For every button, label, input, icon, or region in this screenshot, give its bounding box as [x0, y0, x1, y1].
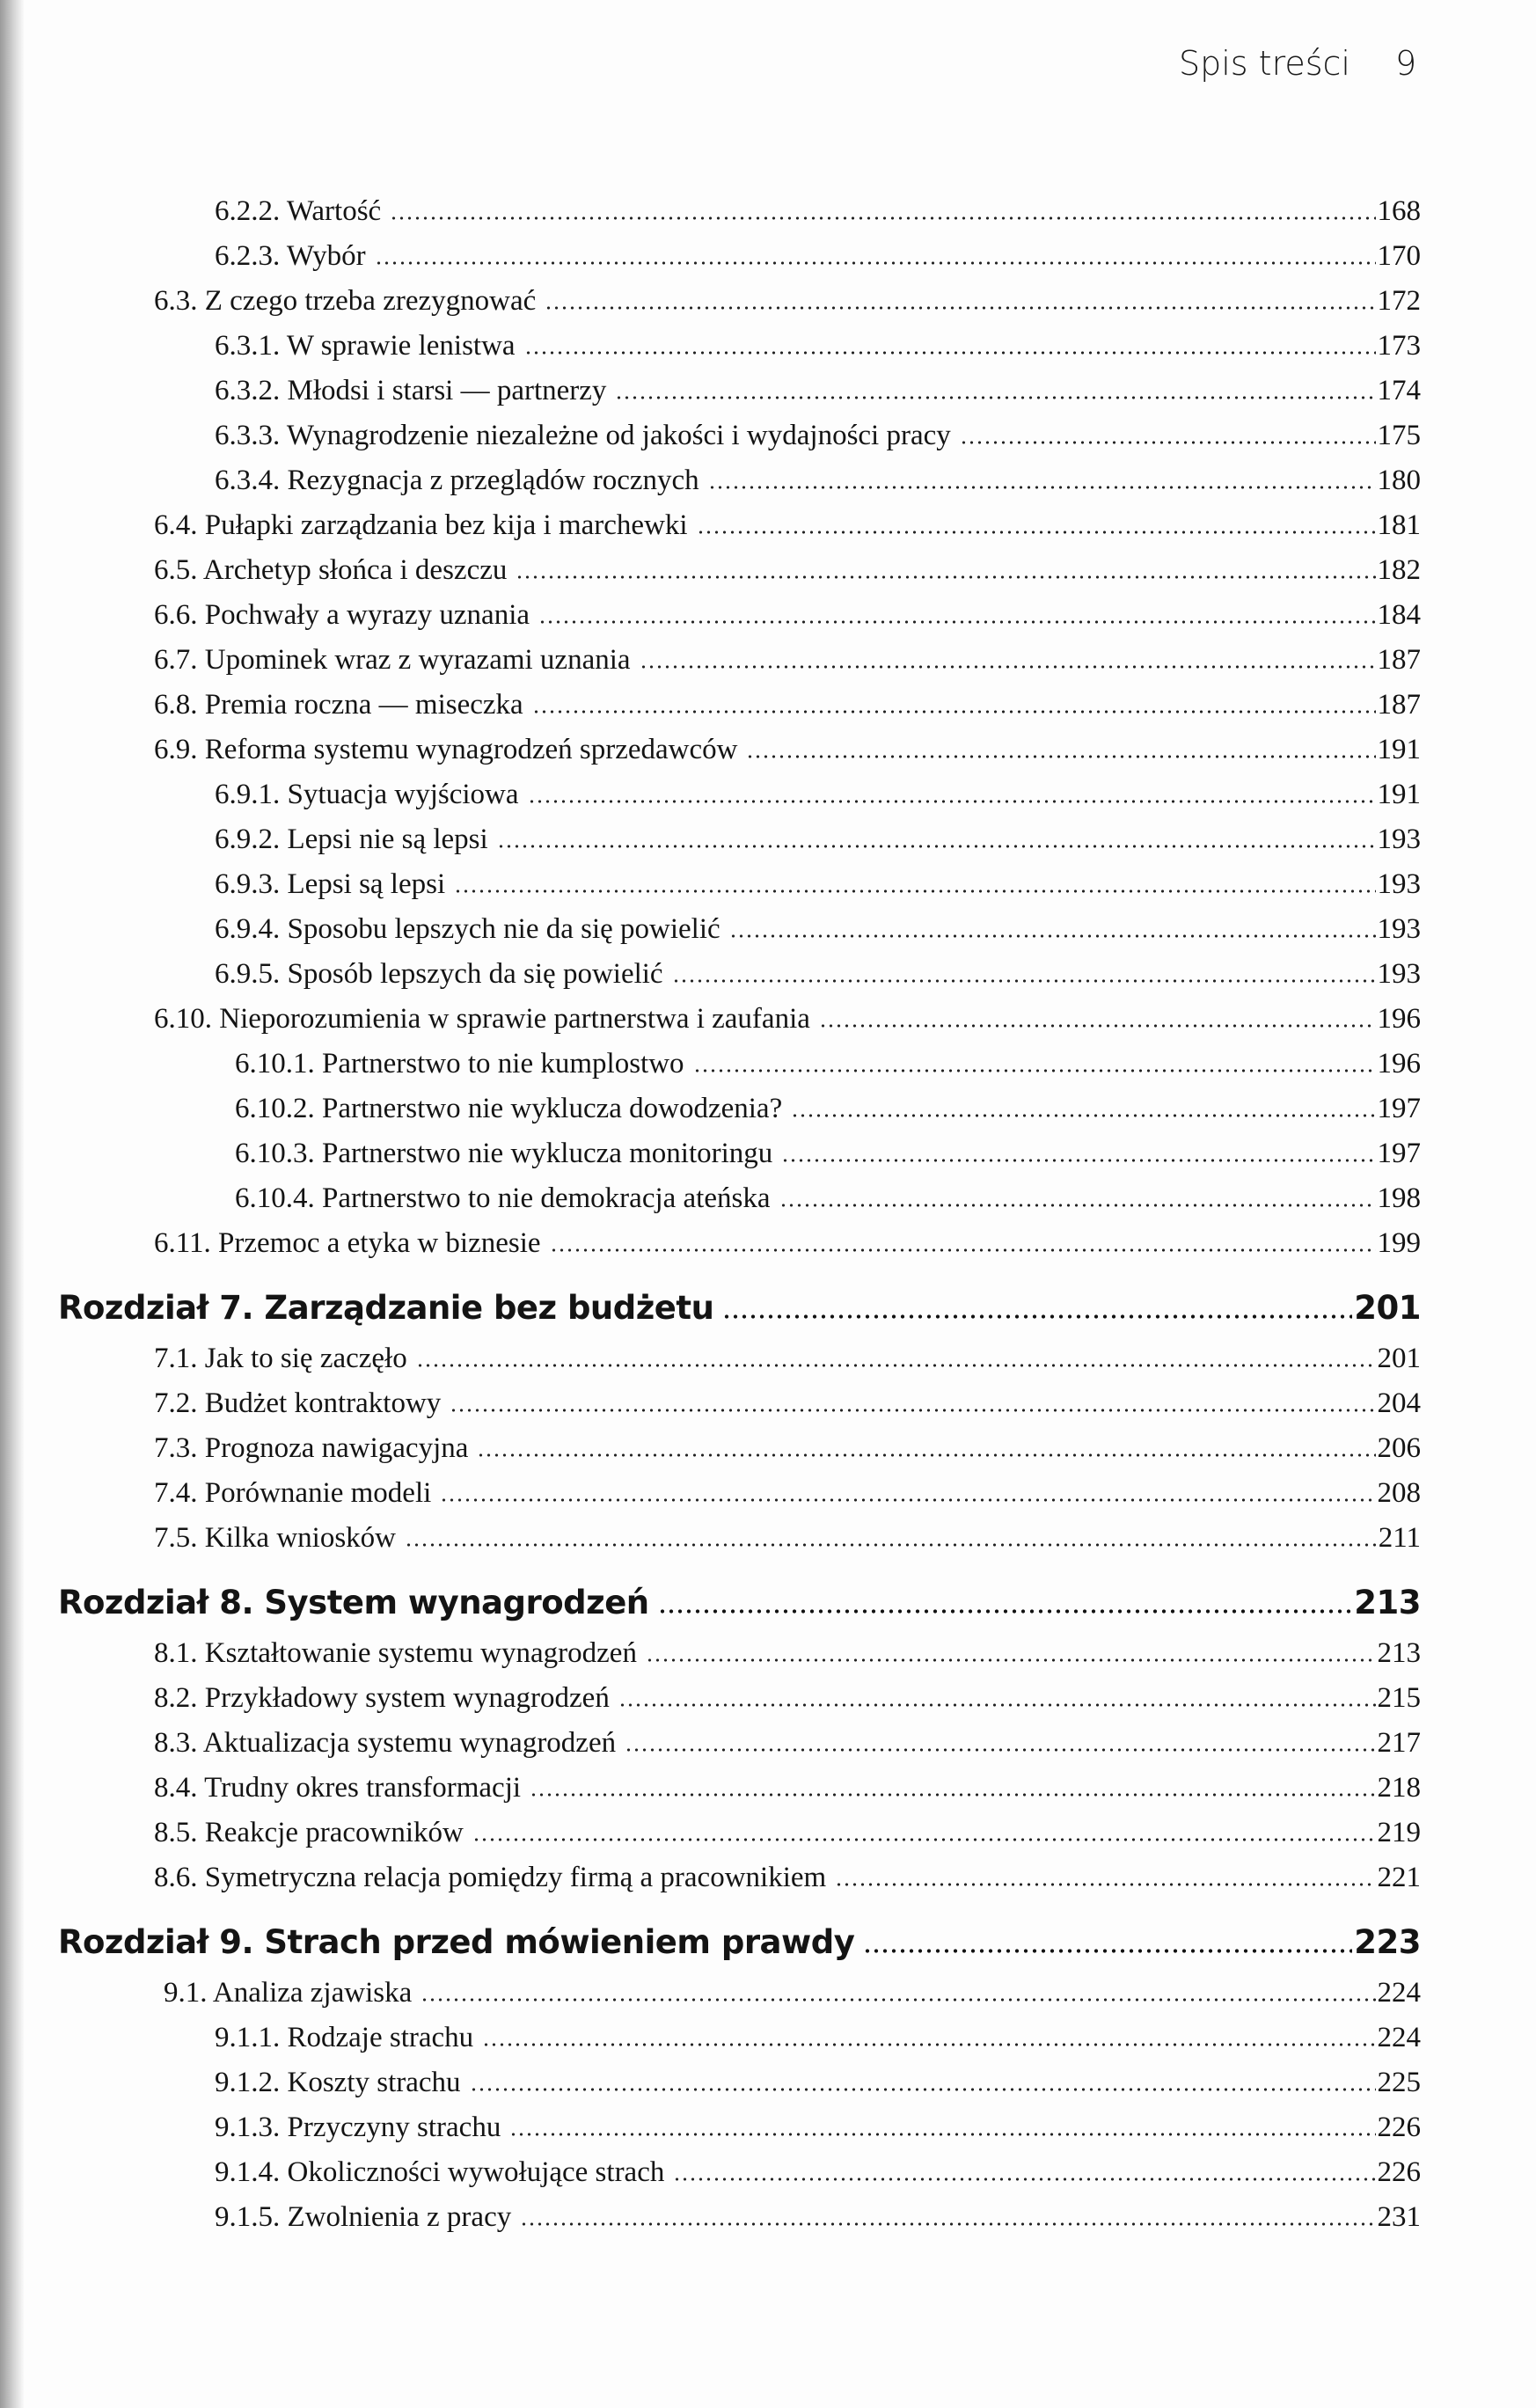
- toc-entry-title: 9.1.2. Koszty strachu: [215, 2067, 461, 2098]
- toc-entry-page: 187: [1377, 689, 1421, 721]
- toc-entry: [0, 952, 1536, 997]
- toc-entry-page: 180: [1377, 465, 1421, 496]
- toc-entry-title: 8.2. Przykładowy system wynagrodzeń: [154, 1682, 610, 1714]
- toc-entry: [0, 189, 1536, 234]
- toc-entry-page: 224: [1377, 1977, 1421, 2009]
- toc-entry-page: 173: [1377, 330, 1421, 362]
- toc-entry: [0, 1516, 1536, 1561]
- toc-entry-page: 193: [1377, 913, 1421, 945]
- toc-entry-title: 6.10.2. Partnerstwo nie wyklucza dowodzenia?: [235, 1093, 783, 1124]
- toc-entry: [0, 862, 1536, 907]
- toc-entry: [0, 907, 1536, 952]
- toc-entry-title: 6.3.4. Rezygnacja z przeglądów rocznych: [215, 465, 699, 496]
- toc-entry: [0, 772, 1536, 817]
- toc-entry: [0, 503, 1536, 548]
- toc-entry-page: 168: [1377, 195, 1421, 227]
- toc-entry-page: 226: [1377, 2156, 1421, 2188]
- toc-entry-page: 172: [1377, 285, 1421, 317]
- toc-entry-page: 201: [1354, 1289, 1421, 1327]
- dot-leader: [673, 2177, 1375, 2181]
- toc-entry-title: Rozdział 9. Strach przed mówieniem prawdy: [58, 1923, 855, 1961]
- toc-entry: [0, 1381, 1536, 1426]
- toc-entry-page: 174: [1377, 375, 1421, 406]
- dot-leader: [472, 1838, 1376, 1841]
- toc-entry: [0, 1811, 1536, 1855]
- dot-leader: [454, 889, 1375, 893]
- toc-entry: [0, 728, 1536, 772]
- toc-entry: [0, 414, 1536, 458]
- toc-entry-title: 6.3.3. Wynagrodzenie niezależne od jakości i wydajności pracy: [215, 420, 951, 451]
- toc-entry-title: 6.10.4. Partnerstwo to nie demokracja ateńska: [235, 1182, 771, 1214]
- toc-entry-title: 6.3.2. Młodsi i starsi — partnerzy: [215, 375, 607, 406]
- toc-entry-page: 225: [1377, 2067, 1421, 2098]
- toc-entry-title: 7.3. Prognoza nawigacyjna: [154, 1432, 469, 1464]
- toc-entry-title: 9.1.5. Zwolnienia z pracy: [215, 2201, 512, 2233]
- dot-leader: [791, 1114, 1375, 1117]
- toc-entry-title: 6.10. Nieporozumienia w sprawie partnerstwa i zaufania: [154, 1003, 810, 1035]
- toc-entry-page: 217: [1377, 1727, 1421, 1759]
- toc-entry-title: 7.5. Kilka wniosków: [154, 1522, 396, 1554]
- toc-chapter-entry: [0, 1580, 1536, 1625]
- dot-leader: [640, 665, 1376, 669]
- dot-leader: [835, 1883, 1375, 1886]
- toc-entry-page: 193: [1377, 823, 1421, 855]
- toc-entry: [0, 1721, 1536, 1766]
- dot-leader: [779, 1204, 1376, 1207]
- toc-entry-title: 6.6. Pochwały a wyrazy uznania: [154, 599, 530, 631]
- toc-entry-title: 6.9.3. Lepsi są lepsi: [215, 868, 446, 900]
- toc-entry-page: 196: [1377, 1003, 1421, 1035]
- toc-entry: [0, 548, 1536, 593]
- toc-entry-title: 6.10.1. Partnerstwo to nie kumplostwo: [235, 1048, 684, 1080]
- toc-entry-title: 6.9.5. Sposób lepszych da się powielić: [215, 958, 663, 990]
- dot-leader: [416, 1364, 1376, 1367]
- toc-entry-title: 6.5. Archetyp słońca i deszczu: [154, 554, 508, 586]
- toc-entry-title: 8.4. Trudny okres transformacji: [154, 1772, 522, 1804]
- toc-entry: [0, 1336, 1536, 1381]
- toc-entry-page: 193: [1377, 868, 1421, 900]
- toc-entry-title: 6.4. Pułapki zarządzania bez kija i marchewki: [154, 509, 688, 541]
- toc-entry: [0, 458, 1536, 503]
- dot-leader: [618, 1703, 1376, 1707]
- dot-leader: [497, 845, 1376, 848]
- running-header: [1179, 44, 1417, 83]
- toc-entry-title: 6.9.1. Sytuacja wyjściowa: [215, 779, 519, 810]
- toc-entry: [0, 2105, 1536, 2150]
- dot-leader: [405, 1543, 1377, 1547]
- dot-leader: [746, 755, 1375, 758]
- toc-entry-title: 6.9.4. Sposobu lepszych nie da się powielić: [215, 913, 720, 945]
- toc-entry: [0, 1176, 1536, 1221]
- toc-entry-page: 208: [1377, 1477, 1421, 1509]
- dot-leader: [477, 1453, 1375, 1457]
- toc-entry: [0, 279, 1536, 324]
- dot-leader: [538, 620, 1375, 624]
- dot-leader: [509, 2133, 1375, 2136]
- running-header-title: Spis treści: [1179, 44, 1350, 83]
- toc-entry-title: Rozdział 8. System wynagrodzeń: [58, 1584, 649, 1621]
- toc-entry: [0, 1855, 1536, 1900]
- toc-entry-title: 6.3. Z czego trzeba zrezygnować: [154, 285, 537, 317]
- toc-entry-title: Rozdział 7. Zarządzanie bez budżetu: [58, 1289, 714, 1327]
- toc-entry-page: 226: [1377, 2112, 1421, 2143]
- dot-leader: [729, 934, 1376, 938]
- toc-entry-title: 6.2.2. Wartość: [215, 195, 382, 227]
- toc-entry-page: 182: [1377, 554, 1421, 586]
- toc-entry-title: 6.2.3. Wybór: [215, 240, 366, 272]
- toc-entry-title: 7.2. Budżet kontraktowy: [154, 1387, 442, 1419]
- toc-entry: [0, 593, 1536, 638]
- dot-leader: [672, 979, 1376, 983]
- toc-entry-page: 221: [1377, 1862, 1421, 1893]
- dot-leader: [390, 216, 1375, 220]
- toc-entry-page: 224: [1377, 2022, 1421, 2053]
- toc-entry-page: 215: [1377, 1682, 1421, 1714]
- toc-entry: [0, 1131, 1536, 1176]
- toc-entry-title: 6.8. Premia roczna — miseczka: [154, 689, 523, 721]
- toc-entry: [0, 1631, 1536, 1676]
- toc-entry: [0, 1087, 1536, 1131]
- toc-entry-page: 199: [1377, 1227, 1421, 1259]
- toc-entry-title: 6.7. Upominek wraz z wyrazami uznania: [154, 644, 631, 676]
- dot-leader: [440, 1498, 1375, 1502]
- toc-entry: [0, 1471, 1536, 1516]
- toc-entry-page: 218: [1377, 1772, 1421, 1804]
- dot-leader: [646, 1658, 1376, 1662]
- toc-entry-title: 6.10.3. Partnerstwo nie wyklucza monitoringu: [235, 1138, 773, 1169]
- dot-leader: [625, 1748, 1375, 1752]
- toc-entry-page: 170: [1377, 240, 1421, 272]
- toc-entry: [0, 2150, 1536, 2195]
- dot-leader: [819, 1024, 1376, 1028]
- toc-entry-title: 9.1. Analiza zjawiska: [164, 1977, 413, 2009]
- dot-leader: [708, 486, 1376, 489]
- toc-entry-title: 6.9. Reforma systemu wynagrodzeń sprzedawców: [154, 734, 738, 765]
- toc-entry: [0, 997, 1536, 1042]
- toc-entry-page: 201: [1377, 1343, 1421, 1374]
- toc-entry-title: 6.11. Przemoc a etyka w biznesie: [154, 1227, 541, 1259]
- toc-entry-page: 223: [1354, 1923, 1421, 1961]
- dot-leader: [697, 531, 1376, 534]
- toc-entry-title: 9.1.4. Okoliczności wywołujące strach: [215, 2156, 665, 2188]
- toc-entry-title: 6.9.2. Lepsi nie są lepsi: [215, 823, 488, 855]
- toc-entry-title: 8.1. Kształtowanie systemu wynagrodzeń: [154, 1637, 637, 1669]
- dot-leader: [722, 1314, 1352, 1319]
- dot-leader: [545, 306, 1375, 310]
- toc-entry-page: 184: [1377, 599, 1421, 631]
- toc-chapter-entry: [0, 1920, 1536, 1965]
- toc-entry: [0, 1042, 1536, 1087]
- toc-entry-title: 8.6. Symetryczna relacja pomiędzy firmą a pracownikiem: [154, 1862, 827, 1893]
- toc-entry-page: 191: [1377, 734, 1421, 765]
- toc-entry: [0, 817, 1536, 862]
- toc-entry-title: 6.3.1. W sprawie lenistwa: [215, 330, 516, 362]
- toc-entry-page: 193: [1377, 958, 1421, 990]
- toc-entry-page: 187: [1377, 644, 1421, 676]
- dot-leader: [960, 441, 1376, 444]
- dot-leader: [482, 2043, 1375, 2046]
- dot-leader: [421, 1998, 1375, 2002]
- table-of-contents: [0, 189, 1536, 2240]
- toc-entry: [0, 324, 1536, 369]
- toc-entry-title: 8.5. Reakcje pracowników: [154, 1817, 464, 1848]
- dot-leader: [450, 1409, 1375, 1412]
- toc-entry: [0, 1971, 1536, 2016]
- dot-leader: [528, 800, 1376, 803]
- toc-chapter-entry: [0, 1285, 1536, 1330]
- toc-entry-page: 175: [1377, 420, 1421, 451]
- toc-entry: [0, 369, 1536, 414]
- toc-entry-page: 198: [1377, 1182, 1421, 1214]
- toc-entry: [0, 2195, 1536, 2240]
- dot-leader: [524, 351, 1376, 355]
- toc-entry-page: 181: [1377, 509, 1421, 541]
- toc-entry: [0, 1766, 1536, 1811]
- toc-entry-page: 191: [1377, 779, 1421, 810]
- toc-entry-page: 231: [1377, 2201, 1421, 2233]
- page-number: 9: [1395, 44, 1417, 83]
- toc-entry-title: 9.1.1. Rodzaje strachu: [215, 2022, 474, 2053]
- toc-entry-page: 213: [1377, 1637, 1421, 1669]
- toc-entry-title: 8.3. Aktualizacja systemu wynagrodzeń: [154, 1727, 617, 1759]
- toc-entry-title: 7.4. Porównanie modeli: [154, 1477, 432, 1509]
- dot-leader: [375, 261, 1376, 265]
- toc-entry: [0, 2016, 1536, 2060]
- dot-leader: [470, 2088, 1376, 2091]
- dot-leader: [658, 1609, 1353, 1614]
- toc-entry-page: 211: [1378, 1522, 1421, 1554]
- toc-entry-page: 197: [1377, 1093, 1421, 1124]
- toc-entry-page: 196: [1377, 1048, 1421, 1080]
- toc-entry-page: 197: [1377, 1138, 1421, 1169]
- dot-leader: [520, 2222, 1375, 2226]
- toc-entry: [0, 1426, 1536, 1471]
- toc-entry-page: 204: [1377, 1387, 1421, 1419]
- dot-leader: [781, 1159, 1375, 1162]
- dot-leader: [532, 710, 1376, 714]
- toc-entry: [0, 683, 1536, 728]
- dot-leader: [693, 1069, 1376, 1072]
- toc-entry-page: 213: [1354, 1584, 1421, 1621]
- dot-leader: [516, 575, 1375, 579]
- dot-leader: [863, 1949, 1352, 1953]
- dot-leader: [530, 1793, 1375, 1797]
- toc-entry: [0, 2060, 1536, 2105]
- toc-entry-page: 206: [1377, 1432, 1421, 1464]
- toc-entry-title: 9.1.3. Przyczyny strachu: [215, 2112, 501, 2143]
- toc-entry-page: 219: [1377, 1817, 1421, 1848]
- dot-leader: [550, 1248, 1376, 1252]
- toc-entry: [0, 1676, 1536, 1721]
- toc-entry: [0, 1221, 1536, 1266]
- dot-leader: [615, 396, 1375, 399]
- toc-entry: [0, 234, 1536, 279]
- toc-entry-title: 7.1. Jak to się zaczęło: [154, 1343, 407, 1374]
- toc-entry: [0, 638, 1536, 683]
